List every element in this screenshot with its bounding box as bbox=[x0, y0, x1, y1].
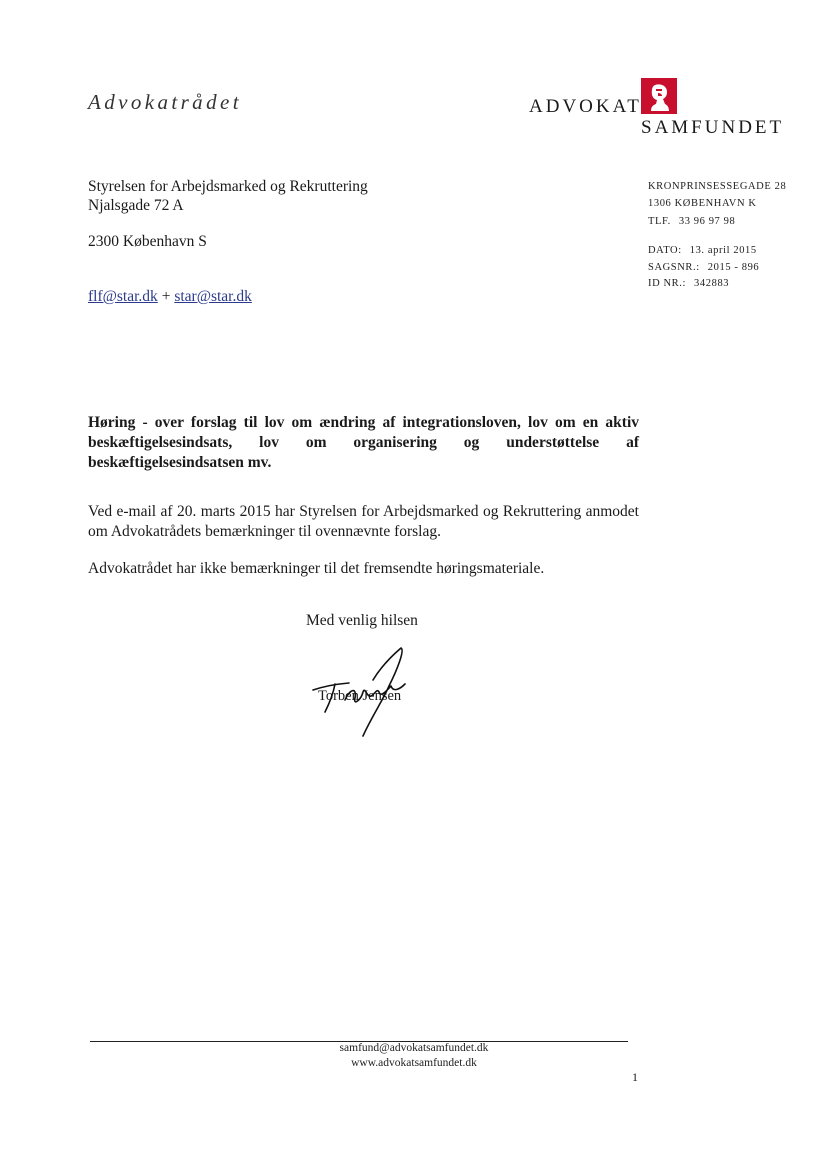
recipient-street: Njalsgade 72 A bbox=[88, 197, 184, 214]
date-value: 13. april 2015 bbox=[689, 245, 757, 256]
subject-line-2: beskæftigelsesindsats, lov om organisering og understøttelse af bbox=[88, 434, 639, 451]
letter-date bbox=[648, 245, 757, 256]
subject-line-1: Høring - over forslag til lov om ændring af integrationsloven, lov om en aktiv bbox=[88, 414, 639, 431]
closing-greeting: Med venlig hilsen bbox=[306, 612, 418, 629]
sender-city: 1306 KØBENHAVN K bbox=[648, 198, 757, 209]
sender-brand-name: Advokatrådet bbox=[88, 90, 242, 114]
sender-street: KRONPRINSESSEGADE 28 bbox=[648, 181, 787, 192]
phone-label: TLF. bbox=[648, 216, 671, 227]
page-number: 1 bbox=[632, 1070, 638, 1084]
footer-email: samfund@advokatsamfundet.dk bbox=[339, 1042, 489, 1054]
id-number bbox=[648, 278, 729, 289]
recipient-emails bbox=[88, 288, 252, 306]
email-link-flf[interactable]: flf@star.dk bbox=[88, 288, 158, 305]
date-label: DATO: bbox=[648, 245, 682, 256]
subject-line-3: beskæftigelsesindsatsen mv. bbox=[88, 454, 272, 471]
footer-website: www.advokatsamfundet.dk bbox=[351, 1057, 477, 1069]
handwritten-signature bbox=[305, 640, 425, 740]
email-separator: + bbox=[161, 288, 171, 305]
recipient-name: Styrelsen for Arbejdsmarked og Rekruttering bbox=[88, 178, 368, 195]
email-link-star[interactable]: star@star.dk bbox=[174, 288, 252, 305]
id-number-label: ID NR.: bbox=[648, 278, 687, 289]
advokatsamfundet-logo-icon bbox=[641, 78, 677, 114]
logo-text-advokat: ADVOKAT bbox=[529, 96, 642, 117]
sender-phone bbox=[648, 216, 735, 227]
phone-value: 33 96 97 98 bbox=[678, 216, 736, 227]
body-paragraph-2: Advokatrådet har ikke bemærkninger til det fremsendte høringsmateriale. bbox=[88, 560, 545, 577]
case-number-value: 2015 - 896 bbox=[707, 262, 760, 273]
recipient-city: 2300 København S bbox=[88, 233, 207, 250]
letter-subject bbox=[88, 413, 639, 473]
id-number-value: 342883 bbox=[694, 278, 730, 289]
case-number-label: SAGSNR.: bbox=[648, 262, 700, 273]
logo-text-samfundet: SAMFUNDET bbox=[641, 117, 785, 138]
case-number bbox=[648, 262, 759, 273]
body-paragraph-1: Ved e-mail af 20. marts 2015 har Styrelsen for Arbejdsmarked og Rekruttering anmodet om Advokatrådets bemærkninger til ovennævnte forslag. bbox=[88, 503, 639, 540]
signer-name: Torben Jensen bbox=[318, 688, 402, 704]
